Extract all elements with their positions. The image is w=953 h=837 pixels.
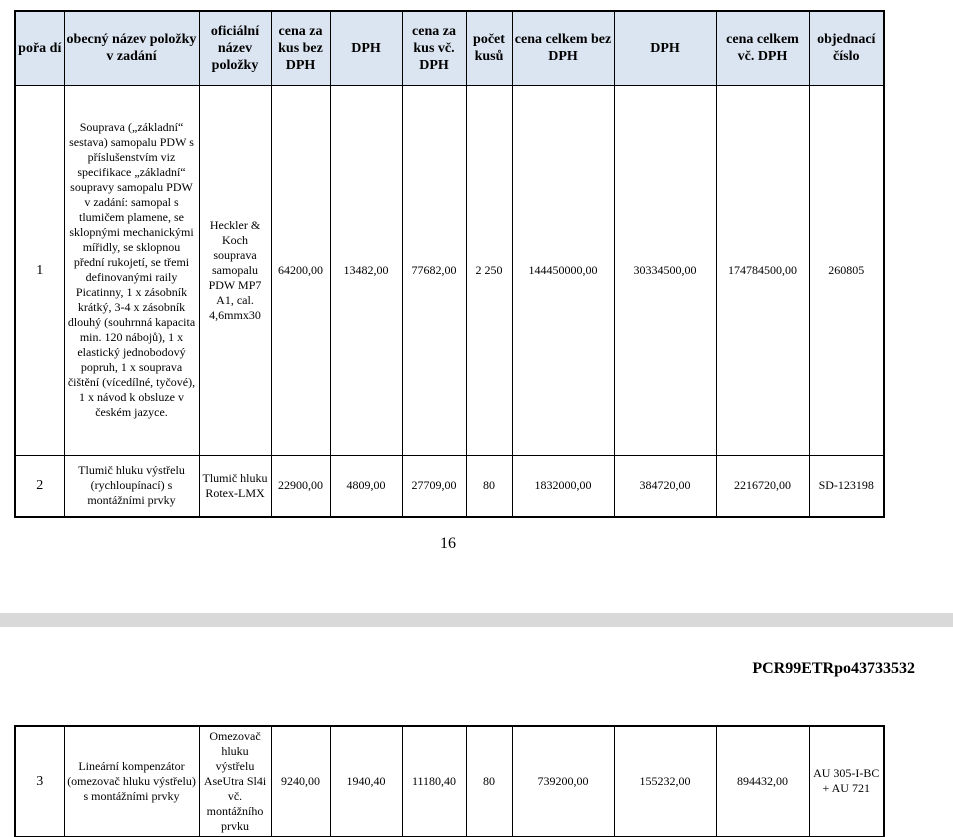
cell-total-incl-vat: 2216720,00 (716, 455, 809, 517)
cell-official-name: Tlumič hluku Rotex-LMX (199, 455, 271, 517)
header-row (15, 11, 884, 85)
cell-unit-price-vat: 77682,00 (402, 85, 466, 455)
header-total-incl-vat: cena celkem vč. DPH (716, 11, 809, 85)
table-row (15, 85, 884, 455)
cell-total-incl-vat: 174784500,00 (716, 85, 809, 455)
cell-total-vat: 155232,00 (614, 726, 716, 836)
cell-unit-price-vat: 27709,00 (402, 455, 466, 517)
table-row (15, 726, 884, 836)
cell-unit-price: 9240,00 (271, 726, 330, 836)
cell-qty: 80 (466, 455, 512, 517)
cell-order: 2 (15, 455, 64, 517)
cell-total-vat: 30334500,00 (614, 85, 716, 455)
cell-order-no: SD-123198 (809, 455, 884, 517)
cell-order-no: 260805 (809, 85, 884, 455)
header-official-name: oficiální název položky (199, 11, 271, 85)
cell-total-vat: 384720,00 (614, 455, 716, 517)
cell-order: 1 (15, 85, 64, 455)
cell-vat: 1940,40 (330, 726, 402, 836)
cell-total: 1832000,00 (512, 455, 614, 517)
items-table-continued (14, 725, 885, 837)
cell-qty: 80 (466, 726, 512, 836)
items-table (14, 10, 885, 518)
header-order-no: objednací číslo (809, 11, 884, 85)
cell-general-name: Tlumič hluku výstřelu (rychloupínací) s montážními prvky (64, 455, 199, 517)
cell-official-name: Omezovač hluku výstřelu AseUtra Sl4i vč. montážního prvku (199, 726, 271, 836)
cell-vat: 13482,00 (330, 85, 402, 455)
page-separator (0, 613, 953, 627)
cell-vat: 4809,00 (330, 455, 402, 517)
header-unit-price-vat: cena za kus vč. DPH (402, 11, 466, 85)
document-code: PCR99ETRpo43733532 (752, 660, 915, 677)
cell-general-name: Lineární kompenzátor (omezovač hluku výstřelu) s montážními prvky (64, 726, 199, 836)
header-general-name: obecný název položky v zadání (64, 11, 199, 85)
table-row (15, 455, 884, 517)
cell-order-no: AU 305-I-BC + AU 721 (809, 726, 884, 836)
cell-unit-price: 64200,00 (271, 85, 330, 455)
cell-total: 739200,00 (512, 726, 614, 836)
page-number: 16 (440, 535, 456, 552)
header-unit-price: cena za kus bez DPH (271, 11, 330, 85)
cell-total-incl-vat: 894432,00 (716, 726, 809, 836)
header-vat: DPH (330, 11, 402, 85)
cell-unit-price-vat: 11180,40 (402, 726, 466, 836)
cell-qty: 2 250 (466, 85, 512, 455)
cell-unit-price: 22900,00 (271, 455, 330, 517)
header-total: cena celkem bez DPH (512, 11, 614, 85)
header-order: pořa dí (15, 11, 64, 85)
cell-total: 144450000,00 (512, 85, 614, 455)
cell-general-name: Souprava („základní“ sestava) samopalu PDW s příslušenstvím viz specifikace „základní“ soupravy samopalu PDW v zadání: samopal s tlumičem plamene, se sklopnými mechanickými mířidly, se sklopnou přední rukojetí, se třemi definovanými raily Picatinny, 1 x zásobník krátký, 3-4 x zásobník dlouhý (souhrnná kapacita min. 120 nábojů), 1 x elastický jednobodový popruh, 1 x souprava čištění (vícedílné, tyčové), 1 x návod k obsluze v českém jazyce. (64, 85, 199, 455)
header-qty: počet kusů (466, 11, 512, 85)
cell-official-name: Heckler & Koch souprava samopalu PDW MP7 A1, cal. 4,6mmx30 (199, 85, 271, 455)
cell-order: 3 (15, 726, 64, 836)
header-total-vat: DPH (614, 11, 716, 85)
